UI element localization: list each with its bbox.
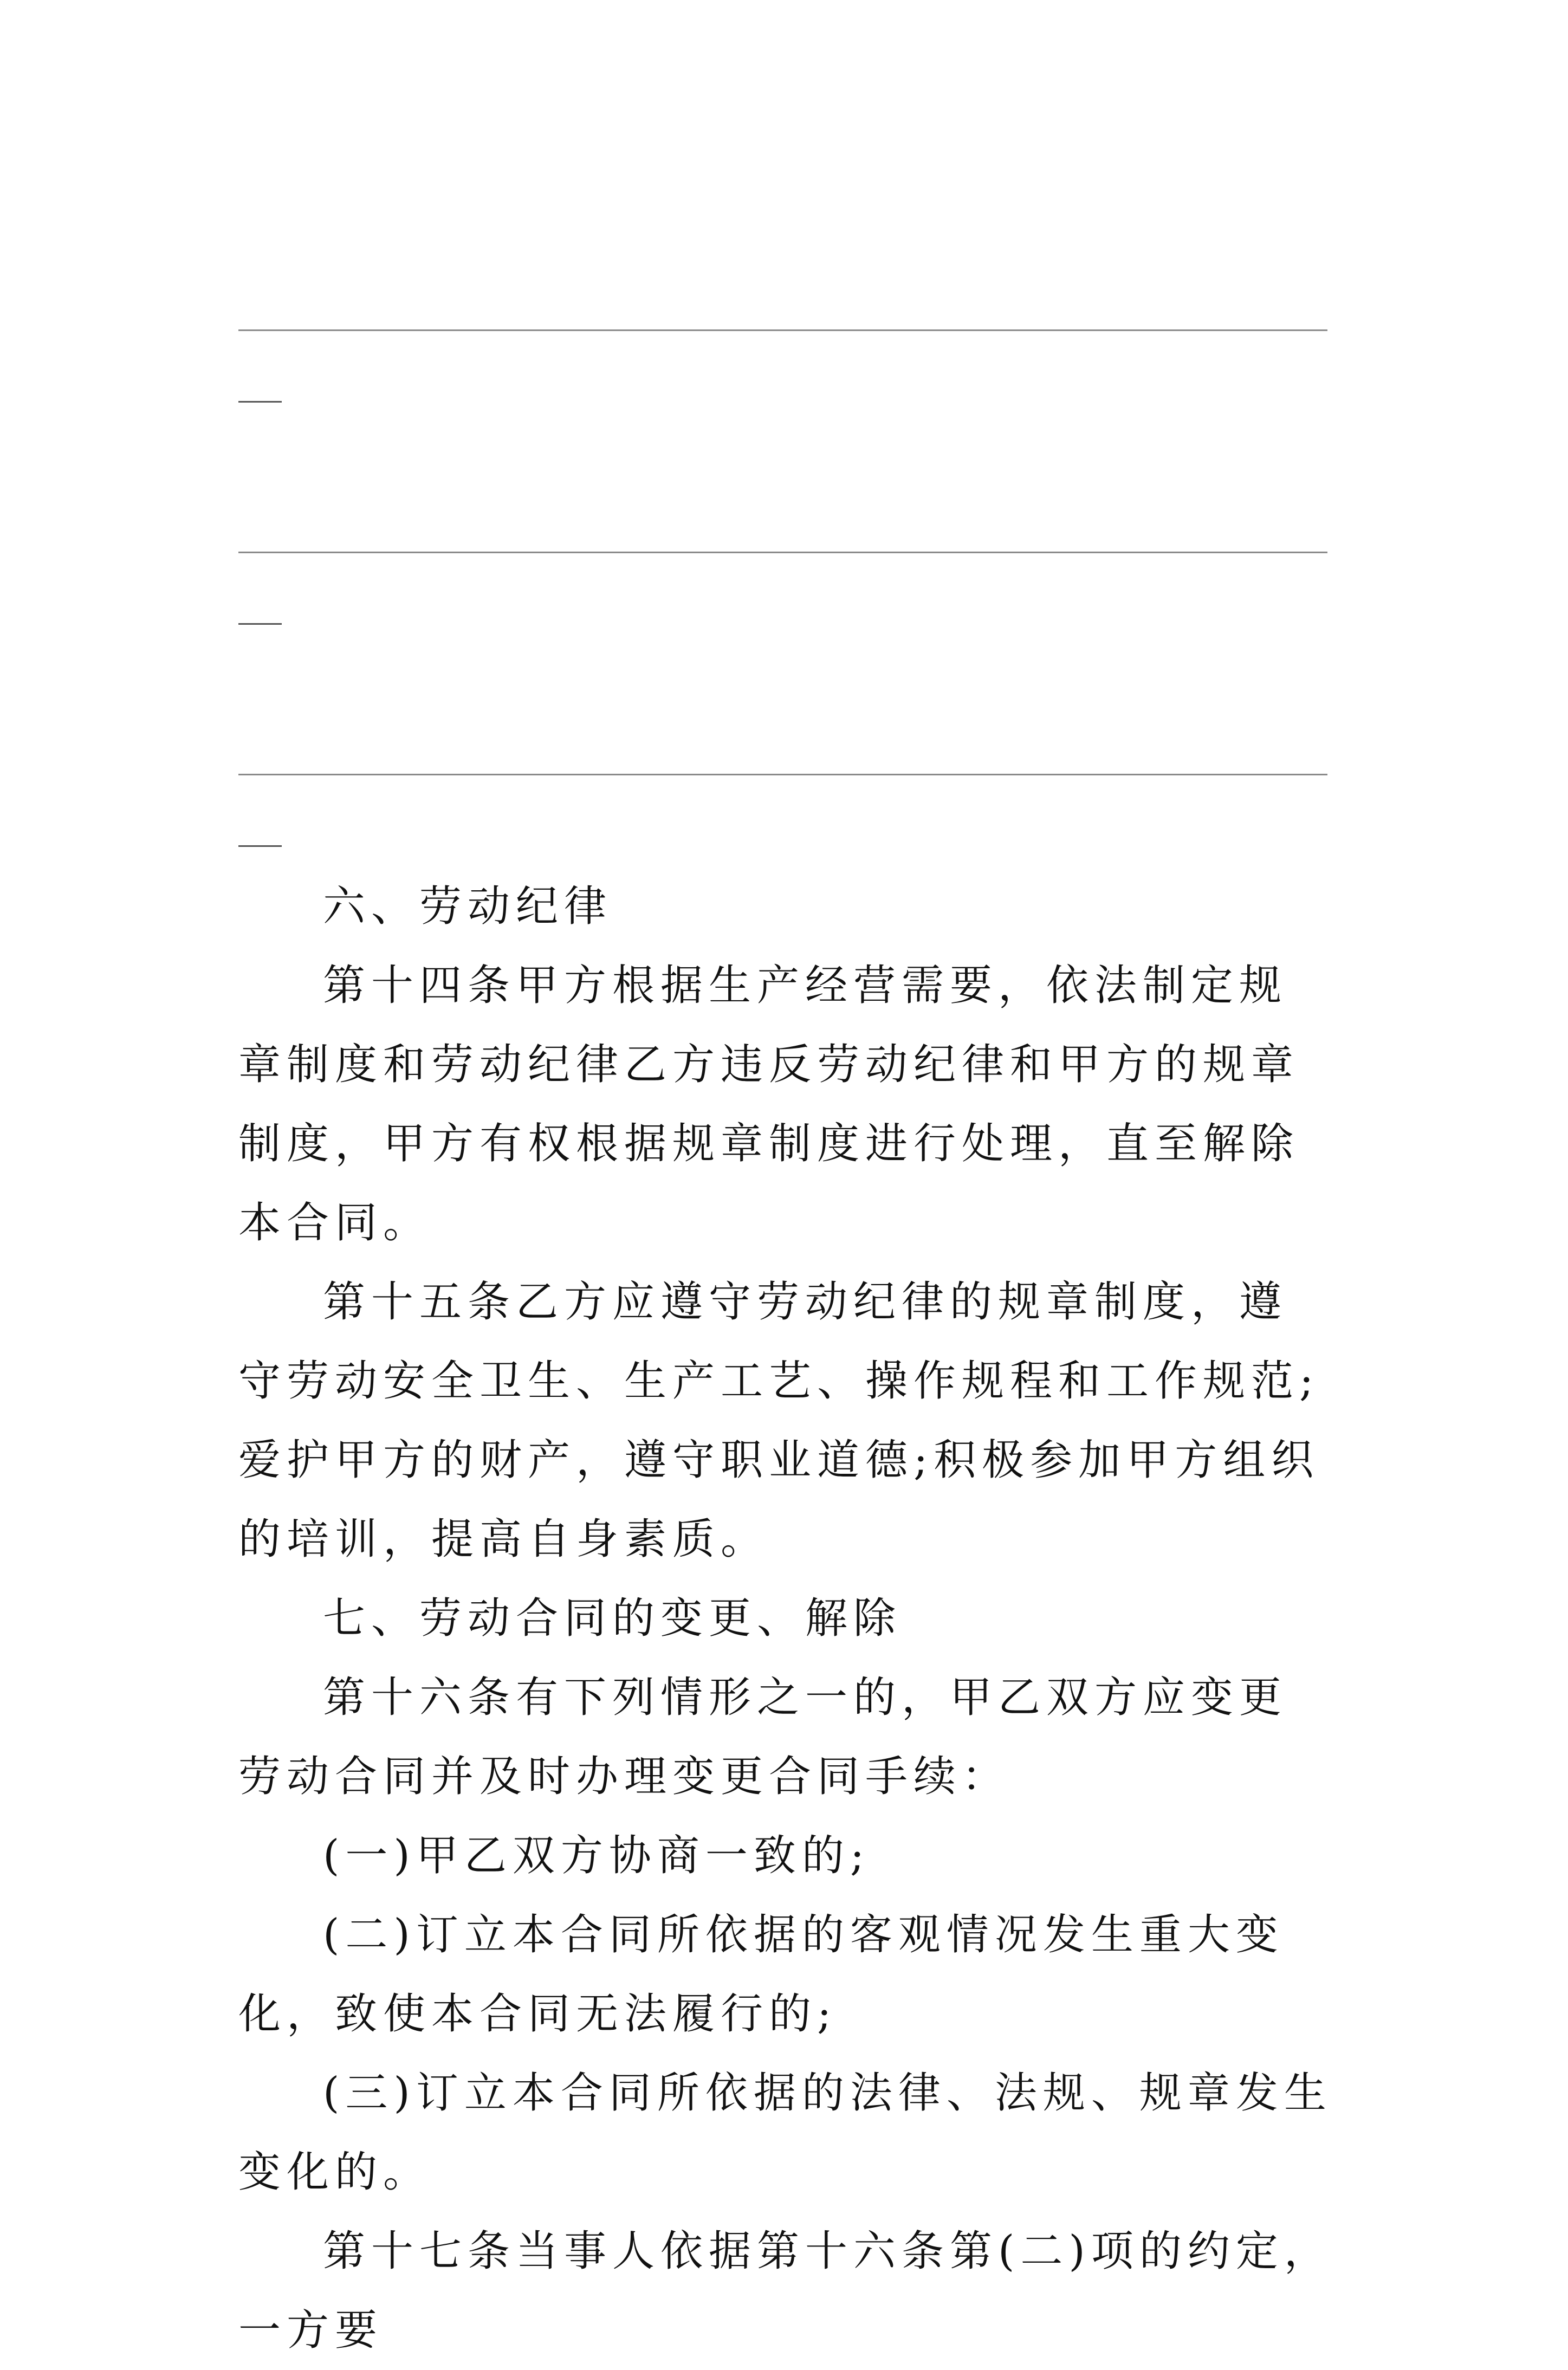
section-heading-contract-change: 七、劳动合同的变更、解除 [323,1594,902,1643]
fill-in-blank-line-3-tail [238,845,282,847]
fill-in-blank-line-1 [238,329,1327,331]
article-16-item-3: (三)订立本合同所依据的法律、法规、规章发生变化的。 [238,2069,1332,2197]
article-15: 第十五条乙方应遵守劳动纪律的规章制度，遵守劳动安全卫生、生产工艺、操作规程和工作规范;爱护甲方的财产，遵守职业道德;积极参加甲方组织的培训，提高自身素质。 [238,1278,1320,1564]
article-17: 第十七条当事人依据第十六条第(二)项的约定，一方要 [238,2227,1332,2355]
fill-in-blank-line-2 [238,552,1327,553]
fill-in-blank-line-2-tail [238,623,282,625]
document-body [238,867,1333,2370]
article-16-item-2: (二)订立本合同所依据的客观情况发生重大变化，致使本合同无法履行的; [238,1911,1284,2038]
section-heading-labor-discipline: 六、劳动纪律 [323,882,613,931]
article-16: 第十六条有下列情形之一的，甲乙双方应变更劳动合同并及时办理变更合同手续： [238,1673,1288,1801]
article-16-item-1: (一)甲乙双方协商一致的; [323,1831,871,1880]
fill-in-blank-line-3 [238,774,1327,775]
article-14: 第十四条甲方根据生产经营需要，依法制定规章制度和劳动纪律乙方违反劳动纪律和甲方的规章制度，甲方有权根据规章制度进行处理，直至解除本合同。 [238,961,1300,1247]
fill-in-blank-line-1-tail [238,401,282,403]
